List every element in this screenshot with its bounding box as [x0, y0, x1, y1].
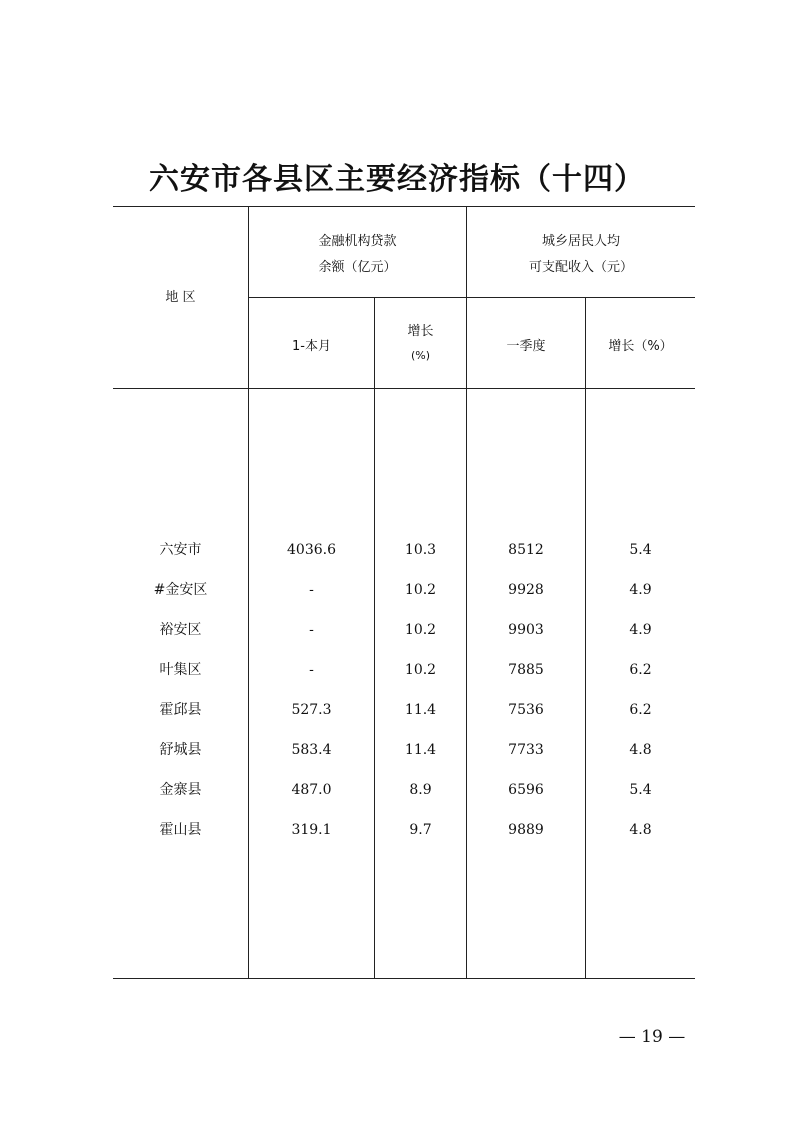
cell-loan-growth: 11.4: [404, 702, 437, 718]
cell-income: 9889: [508, 822, 544, 838]
header-income-line1: 城乡居民人均: [541, 234, 620, 249]
cell-income: 7885: [508, 662, 544, 678]
cell-loan: -: [309, 662, 314, 678]
cell-loan-growth: 8.9: [409, 782, 432, 798]
cell-region: 霍山县: [159, 822, 202, 838]
cell-income-growth: 4.8: [629, 822, 652, 838]
cell-region: 舒城县: [159, 742, 202, 758]
cell-region: 叶集区: [159, 662, 202, 678]
cell-income-growth: 4.9: [629, 582, 652, 598]
header-mid-rule: [249, 297, 695, 298]
header-loans-growth: [375, 321, 466, 367]
header-loans-group: [249, 231, 466, 279]
cell-loan-growth: 11.4: [404, 742, 437, 758]
cell-loan-growth: 10.2: [404, 582, 437, 598]
cell-loan: 527.3: [291, 702, 332, 718]
cell-income-growth: 4.8: [629, 742, 652, 758]
cell-loan-growth: 10.2: [404, 622, 437, 638]
page-title: 六安市各县区主要经济指标（十四）: [149, 162, 645, 197]
table-top-rule: [113, 206, 695, 207]
header-income-group: [467, 231, 695, 279]
header-loans-growth-line1: 增长: [407, 324, 434, 339]
cell-region: 金寨县: [159, 782, 202, 798]
header-loans-line2: 余额（亿元）: [318, 260, 397, 275]
header-region: 地 区: [165, 290, 196, 305]
header-loans-period: 1-本月: [292, 339, 331, 354]
cell-income: 8512: [508, 542, 544, 558]
cell-loan: -: [309, 582, 314, 598]
header-income-growth: 增长（%）: [608, 339, 673, 354]
cell-loan: 4036.6: [287, 542, 336, 558]
cell-loan: 583.4: [291, 742, 332, 758]
cell-income-growth: 5.4: [629, 542, 652, 558]
header-bottom-rule: [113, 388, 695, 389]
cell-income: 6596: [508, 782, 544, 798]
page-number: — 19 —: [618, 1027, 686, 1047]
cell-loan-growth: 10.3: [404, 542, 437, 558]
cell-loan: 487.0: [291, 782, 332, 798]
cell-income: 7733: [508, 742, 544, 758]
cell-income: 9928: [508, 582, 544, 598]
header-loans-line1: 金融机构贷款: [318, 234, 397, 249]
cell-region: 六安市: [159, 542, 202, 558]
cell-income: 7536: [508, 702, 544, 718]
cell-loan: -: [309, 622, 314, 638]
cell-income: 9903: [508, 622, 544, 638]
header-income-line2: 可支配收入（元）: [528, 260, 633, 275]
header-loans-growth-line2: (%): [410, 349, 431, 362]
cell-income-growth: 6.2: [629, 662, 652, 678]
cell-loan: 319.1: [291, 822, 332, 838]
cell-income-growth: 4.9: [629, 622, 652, 638]
cell-region: 霍邱县: [159, 702, 202, 718]
cell-income-growth: 6.2: [629, 702, 652, 718]
cell-region: 裕安区: [159, 622, 202, 638]
cell-loan-growth: 10.2: [404, 662, 437, 678]
table-bottom-rule: [113, 978, 695, 979]
cell-region: #金安区: [153, 582, 208, 598]
cell-income-growth: 5.4: [629, 782, 652, 798]
cell-loan-growth: 9.7: [409, 822, 432, 838]
header-income-period: 一季度: [506, 339, 546, 354]
